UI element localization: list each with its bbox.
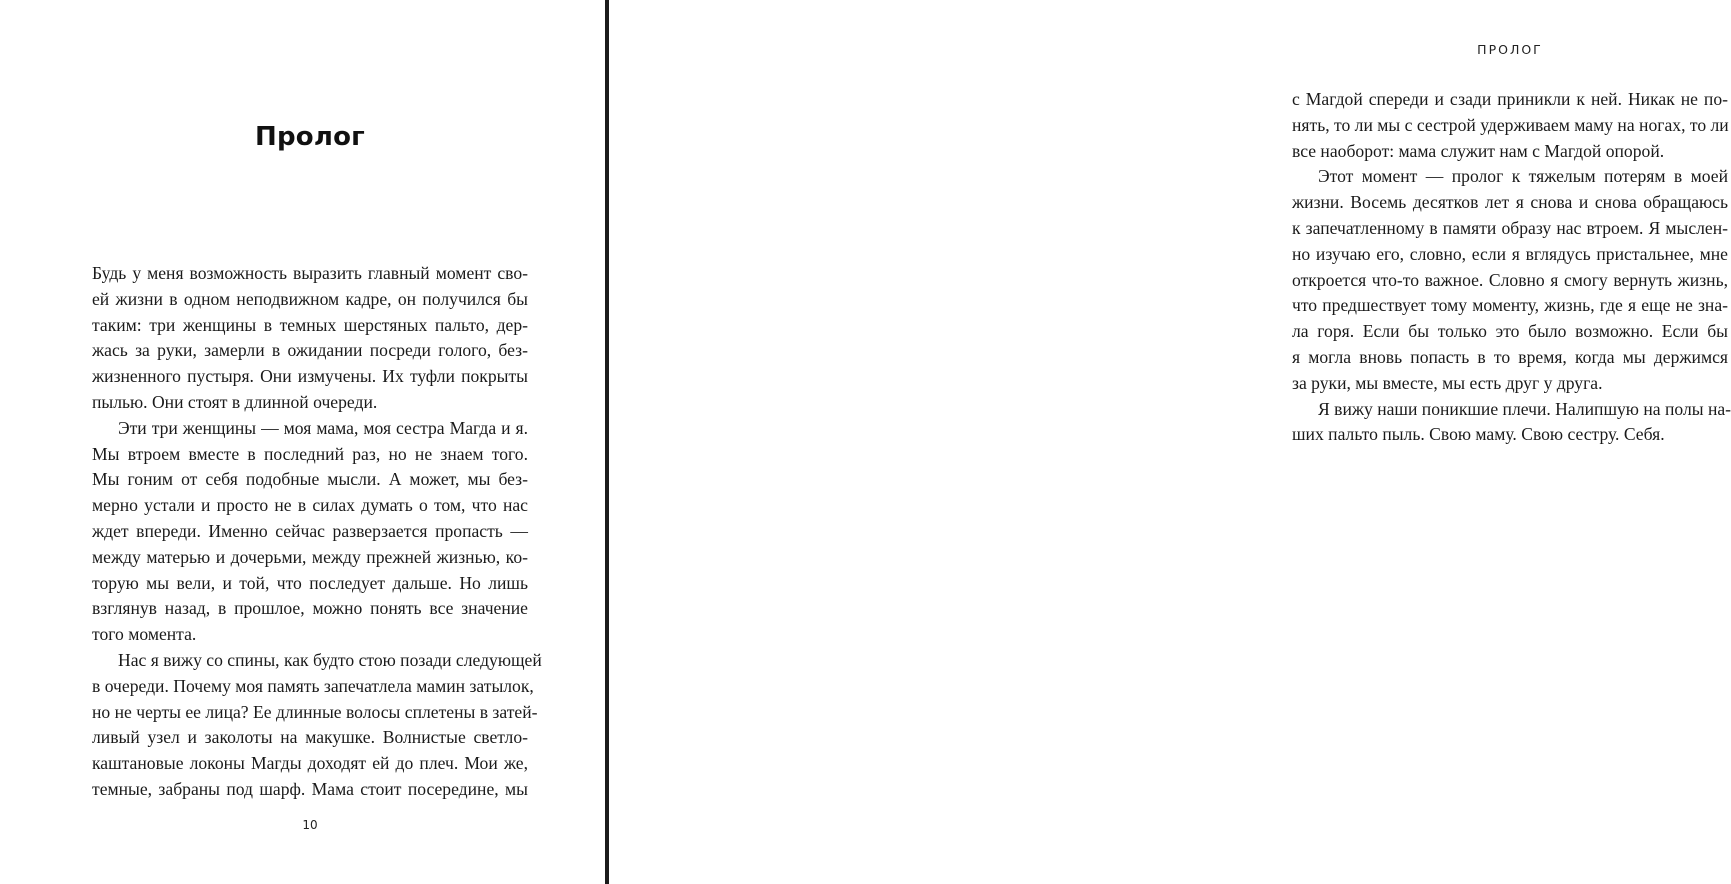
paragraph [92, 261, 528, 416]
text-line: Мы втроем вместе в последний раз, но не знаем того. [92, 443, 528, 464]
text-line: в очереди. Почему моя память запечатлела мамин затылок, [92, 675, 534, 696]
text-line: Я вижу наши поникшие плечи. Налипшую на полы на- [1318, 398, 1731, 419]
text-line: за руки, мы вместе, мы есть друг у друга. [1292, 372, 1603, 393]
text-line: Нас я вижу со спины, как будто стою позади следующей [118, 649, 542, 670]
text-line: того момента. [92, 624, 197, 645]
text-line: но не черты ее лица? Ее длинные волосы сплетены в затей- [92, 701, 538, 722]
text-line: но изучаю его, словно, если я вглядусь пристальнее, мне [1292, 243, 1728, 264]
text-line: торую мы вели, и той, что последует дальше. Но лишь [92, 572, 528, 593]
left-page-body [92, 261, 542, 803]
paragraph [1292, 397, 1731, 449]
paragraph [92, 648, 542, 803]
text-line: Эти три женщины — моя мама, моя сестра Магда и я. [118, 417, 528, 438]
text-line: к запечатленному в памяти образу нас втроем. Я мыслен- [1292, 217, 1728, 238]
text-line: ливый узел и заколоты на макушке. Волнистые светло- [92, 727, 528, 748]
text-line: пылью. Они стоят в длинной очереди. [92, 391, 378, 412]
text-line: жизненного пустыря. Они измучены. Их туфли покрыты [92, 366, 528, 387]
text-line: таким: три женщины в темных шерстяных пальто, дер- [92, 314, 528, 335]
text-line: жизни. Восемь десятков лет я снова и снова обращаюсь [1292, 192, 1728, 213]
page-number: 10 [302, 818, 318, 832]
right-page [609, 0, 1731, 884]
text-line: ждет впереди. Именно сейчас разверзается пропасть — [92, 520, 528, 541]
text-line: ших пальто пыль. Свою маму. Свою сестру. Себя. [1292, 424, 1665, 445]
text-line: Этот момент — пролог к тяжелым потерям в моей [1318, 166, 1728, 187]
text-line: нять, то ли мы с сестрой удерживаем маму на ногах, то ли [1292, 114, 1729, 135]
running-head: ПРОЛОГ [1477, 42, 1543, 57]
paragraph [1292, 87, 1728, 164]
text-line: темные, забраны под шарф. Мама стоит посередине, мы [92, 778, 528, 799]
text-line: взглянув назад, в прошлое, можно понять все значение [92, 598, 528, 619]
text-line: между матерью и дочерьми, между прежней жизнью, ко- [92, 546, 528, 567]
chapter-title: Пролог [255, 122, 365, 152]
text-line: все наоборот: мама служит нам с Магдой опорой. [1292, 140, 1665, 161]
text-line: Будь у меня возможность выразить главный момент сво- [92, 263, 528, 283]
text-line: я могла вновь попасть в то время, когда мы держимся [1292, 346, 1728, 367]
left-page [0, 0, 605, 884]
text-line: Мы гоним от себя подобные мысли. А может, мы без- [92, 469, 528, 490]
text-line: жась за руки, замерли в ожидании посреди голого, без- [92, 340, 528, 361]
paragraph [1292, 164, 1728, 396]
text-line: мерно устали и просто не в силах думать о том, что нас [92, 495, 528, 516]
text-line: с Магдой спереди и сзади приникли к ней. Никак не по- [1292, 89, 1728, 109]
paragraph [92, 416, 528, 648]
text-line: ей жизни в одном неподвижном кадре, он получился бы [92, 288, 528, 309]
text-line: откроется что-то важное. Словно я смогу вернуть жизнь, [1292, 269, 1728, 290]
text-line: что предшествует тому моменту, жизнь, где я еще не зна- [1292, 295, 1728, 316]
text-line: ла горя. Если бы только это было возможно. Если бы [1292, 321, 1728, 342]
text-line: каштановые локоны Магды доходят ей до плеч. Мои же, [92, 753, 528, 774]
right-page-body [1292, 87, 1731, 448]
